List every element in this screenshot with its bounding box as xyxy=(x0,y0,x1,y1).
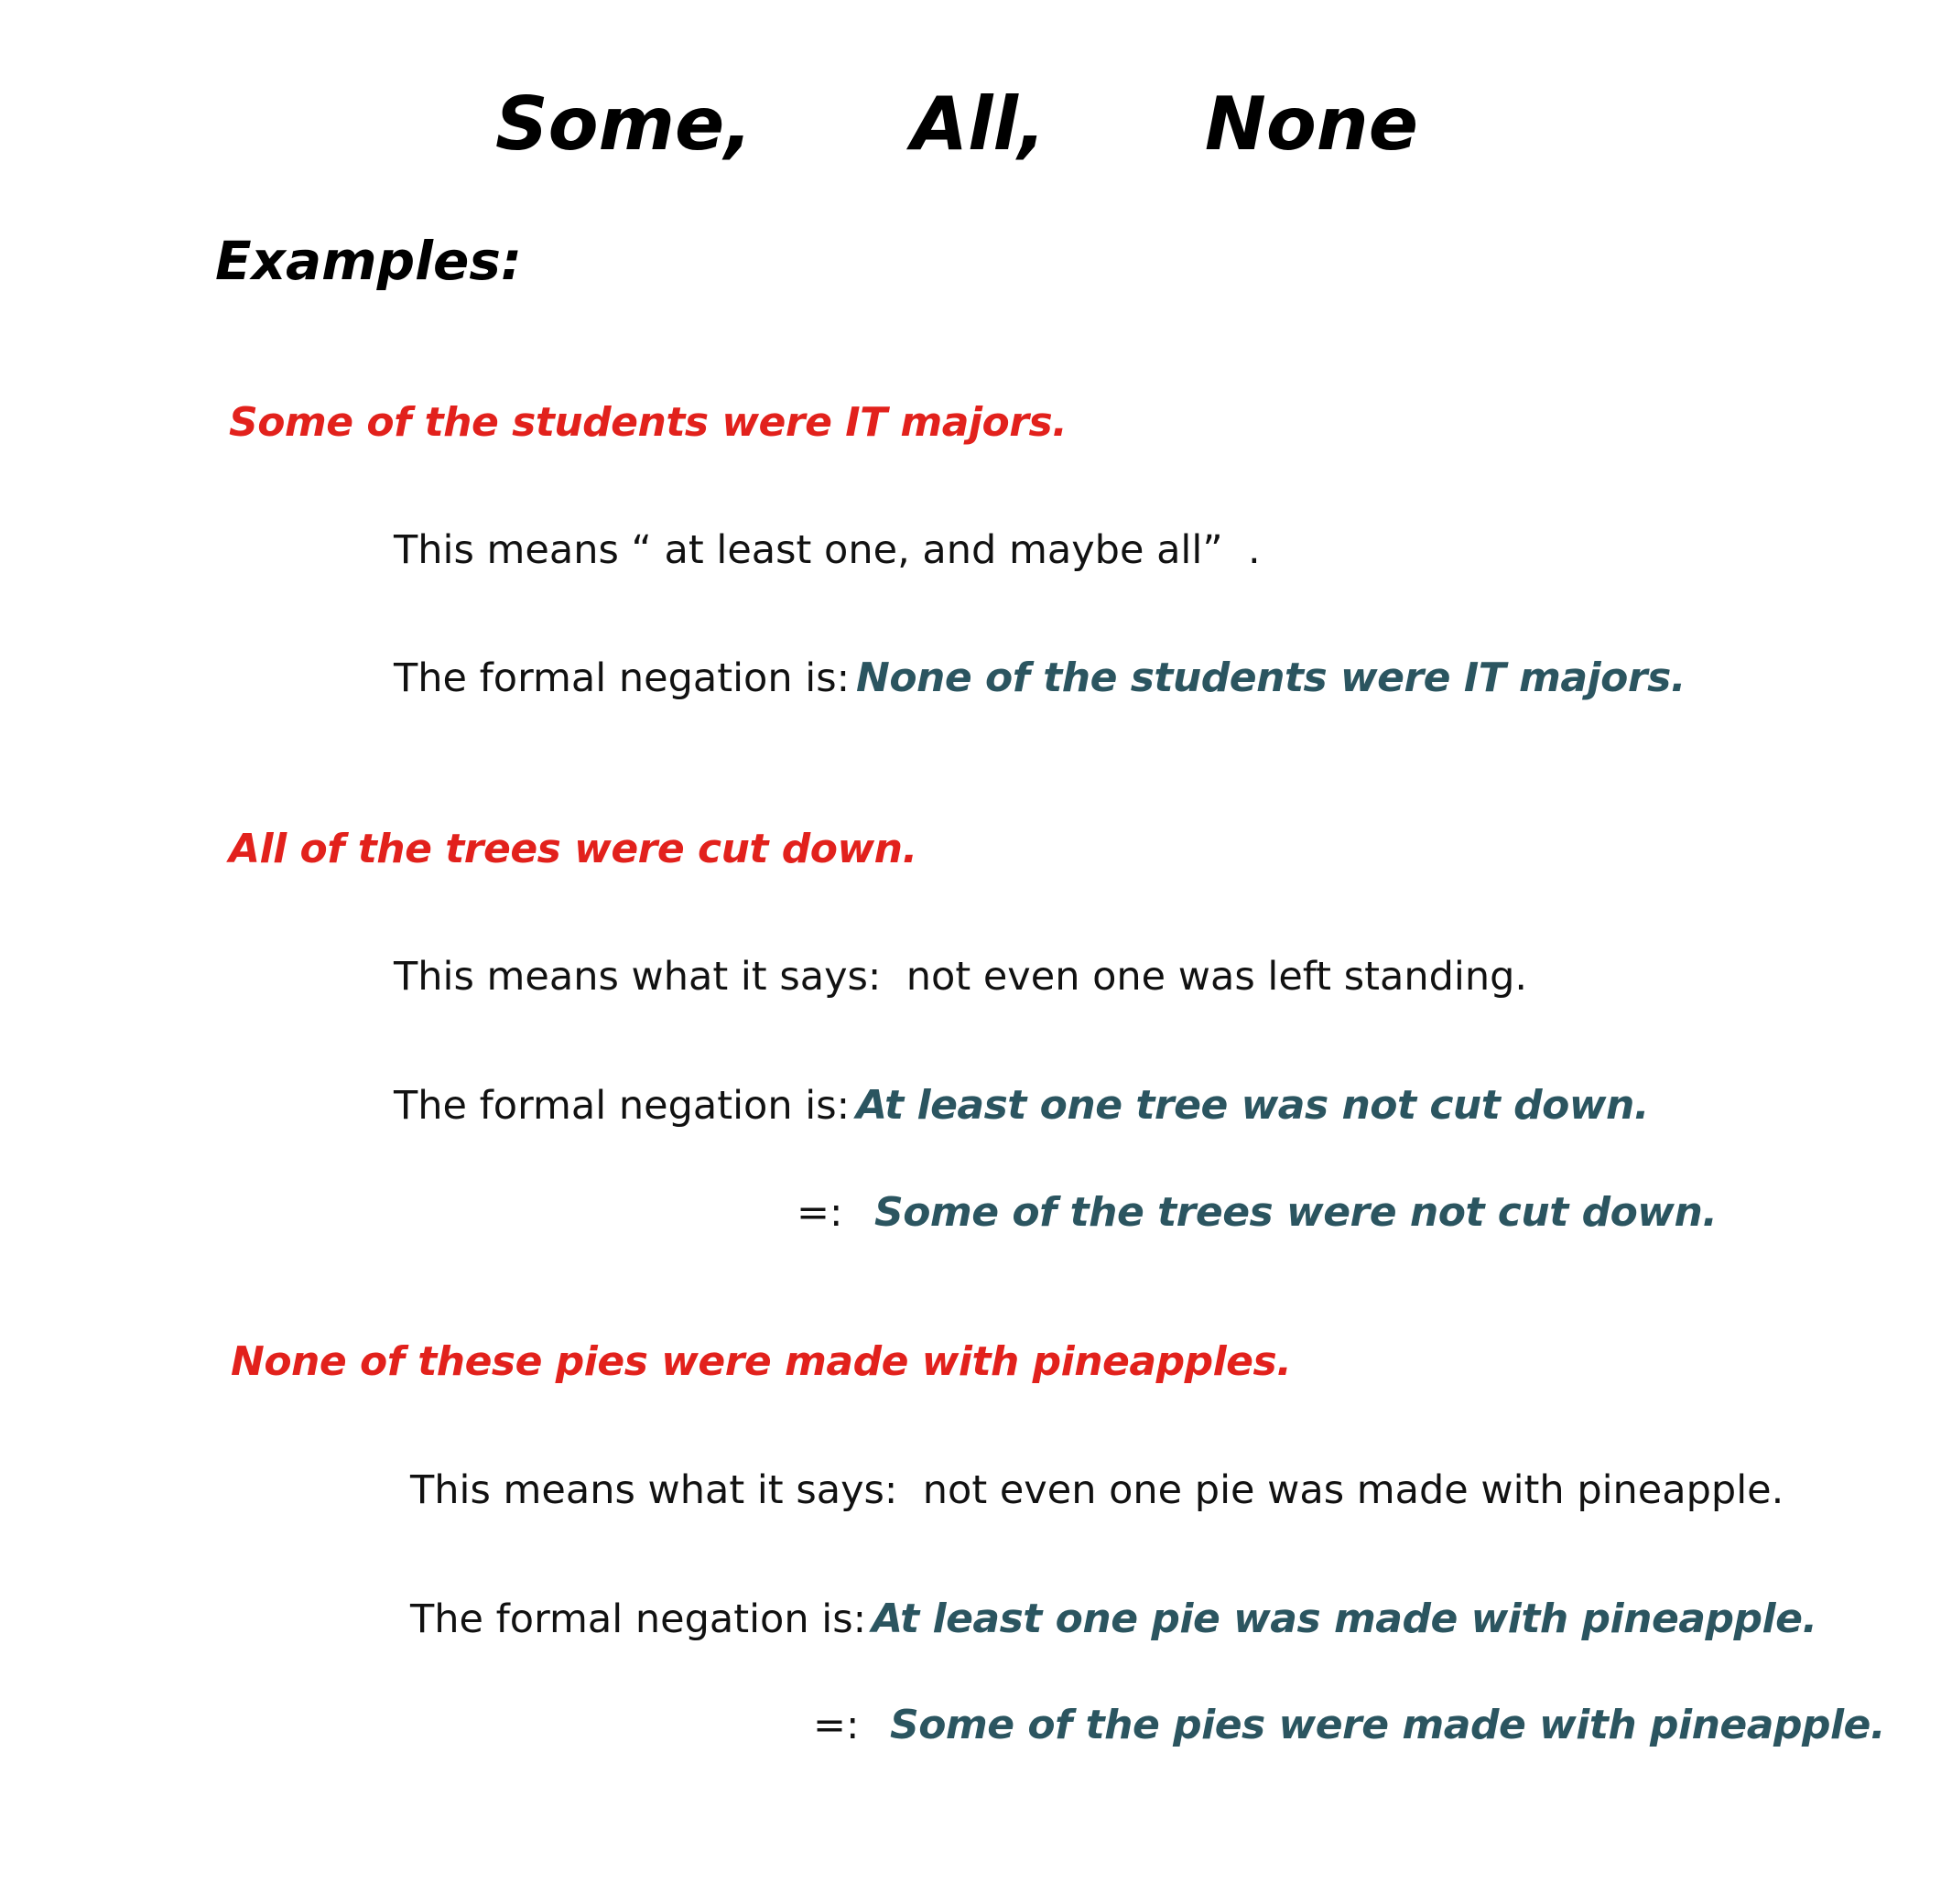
example-2-statement: All of the trees were cut down. xyxy=(229,826,917,872)
example-2-negation: At least one tree was not cut down. xyxy=(856,1082,1650,1129)
example-1-negation: None of the students were IT majors. xyxy=(856,654,1686,701)
example-2-equiv: Some of the trees were not cut down. xyxy=(874,1189,1718,1236)
example-2-equiv-label: =: xyxy=(797,1190,843,1236)
example-3-equiv-label: =: xyxy=(813,1703,860,1748)
example-2-negation-label: The formal negation is: xyxy=(394,1083,851,1129)
example-1-meaning: This means “ at least one, and maybe all” . xyxy=(394,527,1261,573)
examples-heading: Examples: xyxy=(215,230,523,292)
example-1-negation-label: The formal negation is: xyxy=(394,655,851,701)
example-3-equiv: Some of the pies were made with pineapple. xyxy=(890,1702,1886,1748)
example-3-meaning: This means what it says: not even one pie was made with pineapple. xyxy=(410,1467,1784,1513)
example-1-statement: Some of the students were IT majors. xyxy=(229,399,1068,446)
example-3-negation: At least one pie was made with pineapple. xyxy=(872,1596,1817,1642)
example-3-negation-label: The formal negation is: xyxy=(410,1596,867,1642)
example-3-statement: None of these pies were made with pineapples. xyxy=(231,1338,1292,1385)
example-2-meaning: This means what it says: not even one was left standing. xyxy=(394,954,1528,1000)
page-title: Some, All, None xyxy=(495,81,1418,167)
